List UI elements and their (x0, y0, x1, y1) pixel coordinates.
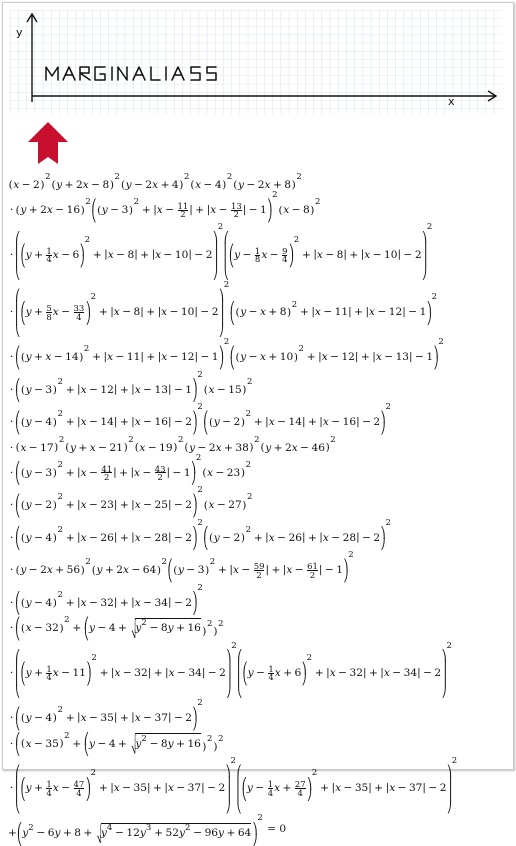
equation-line: · ( ( y − 2 ) 2 + | x − 23 | + | x − 25 | − 2 ) 2 ( x − 27 ) 2 (9, 484, 253, 512)
equation-line: · ( ( x − 32 ) 2 + ( 𝑦 − 4 + y 2 − 8 y + 16 ) 2 ) 2 (9, 614, 224, 638)
equation-line: · ( y − 2 x + 56 ) 2 ( y + 2 x − 64 ) 2 ( ( y − 3 ) 2 + | x − 59 2 | + | x − 61 2 | − 1 ) 2 (9, 549, 354, 580)
equation-line: ( x − 2 ) 2 ( y + 2 x − 8 ) 2 ( y − 2 x + 4 ) 2 ( x − 4 ) 2 ( y − 2 x + 8 ) 2 (8, 171, 302, 191)
equation-line: · ( ( 𝑦 + 1 4 x − 47 4 ) 2 + | x − 35 | + | x − 37 | − 2 ) 2 ( ( 𝑦 − 1 4 x + 27 4 ) 2 + | x − 35 | + | x − 37 | − 2 ) 2 (9, 754, 458, 798)
up-arrow-icon[interactable] (27, 121, 69, 165)
equation-line: + ( 𝑦 2 − 6 y + 8 + y 4 − 12 y 3 + 52 y 2 − 96 y + 64 ) 2 = 0 (8, 812, 287, 840)
grid-paper (10, 10, 502, 114)
x-axis-label: x (448, 95, 455, 108)
equation-line: · ( ( 𝑦 + 1 4 x − 6 ) 2 + | x − 8 | + | x − 10 | − 2 ) 2 ( ( 𝑦 − 1 8 x − 9 4 ) 2 + | x − 8 | + | x − 10 | − 2 ) 2 (9, 221, 433, 265)
equation-line: · ( ( 𝑦 + 5 8 x − 33 4 ) 2 + | x − 8 | + | x − 10 | − 2 ) 2 ( ( y − x + 8 ) 2 + | x − 11 | + | x − 12 | − 1 ) 2 (9, 278, 438, 322)
equation-line: · ( ( y − 4 ) 2 + | x − 35 | + | x − 37 | − 2 ) 2 (9, 696, 203, 725)
equation-line: · ( ( y − 4 ) 2 + | x − 14 | + | x − 16 | − 2 ) 2 ( ( y − 2 ) 2 + | x − 14 | + | x − 16 | − 2 ) 2 (9, 401, 391, 429)
blog-header (10, 10, 502, 114)
equals-zero: = 0 (267, 822, 287, 835)
equation-line: · ( ( y − 3 ) 2 + | x − 41 2 | + | x − 43 2 | − 1 ) 2 ( x − 23 ) 2 (9, 451, 251, 483)
equation-line: · ( ( y + x − 14 ) 2 + | x − 11 | + | x − 12 | − 1 ) 2 ( ( y − x + 10 ) 2 + | x − 12 | + | x − 13 | − 1 ) 2 (9, 336, 444, 364)
equation-block (8, 172, 508, 846)
equation-line: · ( x − 17 ) 2 ( y + x − 21 ) 2 ( x − 19 ) 2 ( y − 2 x + 38 ) 2 ( y + 2 x − 46 ) 2 (9, 433, 336, 454)
equation-line: · ( ( x − 35 ) 2 + ( 𝑦 − 4 + y 2 − 8 y + 16 ) 2 ) 2 (9, 729, 224, 754)
y-axis-label: y (16, 26, 23, 39)
equation-line: · ( ( y − 4 ) 2 + | x − 26 | + | x − 28 | − 2 ) 2 ( ( y − 2 ) 2 + | x − 26 | + | x − 28 | − 2 ) 2 (9, 516, 391, 544)
equation-line: · ( ( y − 4 ) 2 + | x − 32 | + | x − 34 | − 2 ) 2 (9, 581, 203, 609)
graph-paper-logo (10, 10, 502, 114)
equation-line: · ( ( y − 3 ) 2 + | x − 12 | + | x − 13 | − 1 ) 2 ( x − 15 ) 2 (9, 368, 253, 396)
equation-line: · ( y + 2 x − 16 ) 2 ( ( y − 3 ) 2 + | x − 11 2 | + | x − 13 2 | − 1 ) 2 ( x − 8 ) 2 (9, 189, 321, 220)
equation-line: · ( ( 𝑦 + 1 4 x − 11 ) 2 + | x − 32 | + | x − 34 | − 2 ) 2 ( ( 𝑦 − 1 4 x + 6 ) 2 + | x − 32 | + | x − 34 | − 2 ) 2 (9, 639, 452, 683)
